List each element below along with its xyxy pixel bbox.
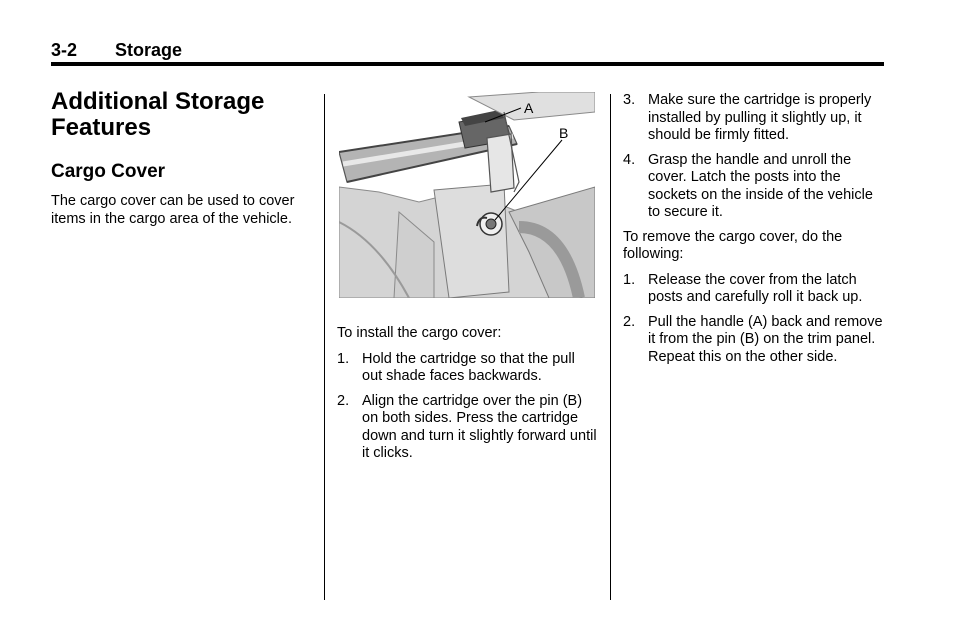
step-text: Align the cartridge over the pin (B) on both sides. Press the cartridge down and turn it slightly forward until it clicks.	[362, 392, 597, 461]
intro-paragraph: The cargo cover can be used to cover items in the cargo area of the vehicle.	[51, 193, 295, 227]
step-text: Hold the cartridge so that the pull out shade faces backwards.	[362, 350, 575, 384]
list-item	[623, 152, 885, 222]
column-left	[51, 89, 306, 228]
page-number: 3-2	[51, 40, 78, 60]
step-text: Make sure the cartridge is properly installed by pulling it slightly up, it should be firmly fitted.	[648, 92, 872, 143]
section-title: Storage	[115, 40, 183, 60]
step-text: Pull the handle (A) back and remove it from the pin (B) on the trim panel. Repeat this on the other side.	[648, 313, 883, 365]
figure-label-a: A	[524, 100, 534, 116]
step-text: Release the cover from the latch posts and carefully roll it back up.	[648, 271, 863, 305]
list-item	[623, 272, 885, 307]
column-middle	[337, 92, 597, 470]
step-number: 1.	[623, 271, 636, 288]
list-item	[337, 393, 597, 463]
install-steps-list	[337, 351, 597, 463]
step-number: 3.	[623, 92, 636, 108]
column-divider-2	[610, 94, 611, 600]
cargo-cover-illustration	[339, 92, 595, 298]
figure-label-b: B	[559, 125, 569, 141]
column-divider-1	[324, 94, 325, 600]
header-rule	[51, 62, 884, 66]
step-number: 2.	[623, 313, 636, 330]
page-title: Additional Storage Features	[51, 88, 265, 141]
list-item	[623, 92, 885, 145]
step-number: 4.	[623, 151, 636, 168]
install-intro: To install the cargo cover:	[337, 325, 502, 341]
section-heading: Cargo Cover	[51, 161, 166, 182]
step-number: 1.	[337, 350, 350, 367]
remove-steps-list	[623, 272, 885, 367]
remove-intro: To remove the cargo cover, do the following:	[623, 228, 843, 262]
page-header	[51, 40, 884, 66]
column-right	[623, 92, 885, 373]
list-item	[337, 351, 597, 386]
step-text: Grasp the handle and unroll the cover. Latch the posts into the sockets on the inside of the vehicle to secure it.	[648, 151, 873, 220]
install-steps-continued-list	[623, 92, 885, 222]
list-item	[623, 314, 885, 367]
step-number: 2.	[337, 392, 350, 409]
